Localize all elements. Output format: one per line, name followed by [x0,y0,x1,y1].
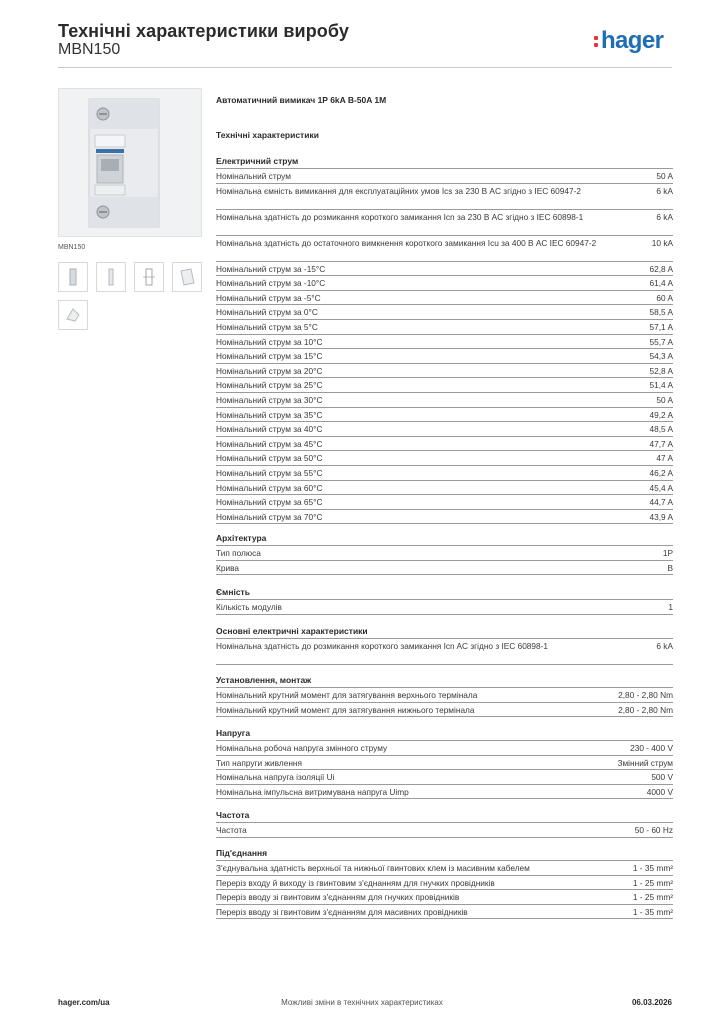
spec-value: Змінний струм [617,757,673,768]
front-view-icon[interactable] [58,262,88,292]
section-title: Електричний струм [216,156,673,169]
spec-section [216,810,673,838]
spec-value: B [667,562,673,573]
spec-label: Номінальна імпульсна витримувана напруга Uimp [216,786,409,797]
spec-row [216,364,673,379]
spec-value: 1P [662,548,673,558]
spec-label: Номінальний струм за 25°C [216,380,323,391]
spec-row [216,262,673,277]
spec-label: Номінальний струм за 30°C [216,394,323,405]
spec-row [216,169,673,184]
spec-label: Кількість модулів [216,602,282,612]
spec-row [216,546,673,561]
footer-disclaimer: Можливі зміни в технічних характеристиках [281,998,443,1007]
spec-row [216,210,673,236]
spec-value: 6 kA [656,211,673,222]
spec-label: Номінальний струм за 10°C [216,336,323,347]
spec-row [216,785,673,800]
logo-text: hager [601,27,664,54]
section-title: Ємність [216,587,673,600]
spec-row [216,703,673,718]
spec-section [216,533,673,575]
spec-value: 49,2 A [649,409,673,420]
spec-label: Тип напруги живлення [216,757,302,768]
spec-value: 57,1 A [649,321,673,332]
spec-row [216,408,673,423]
section-title: Під'єднання [216,848,673,861]
spec-row [216,437,673,452]
spec-value: 46,2 A [649,467,673,478]
spec-value: 45,4 A [649,482,673,493]
spec-label: Номінальний струм за 65°C [216,497,323,508]
spec-section [216,728,673,799]
spec-row [216,741,673,756]
spec-row [216,905,673,920]
spec-row [216,393,673,408]
circuit-breaker-photo [58,88,202,237]
spec-value: 2,80 - 2,80 Nm [618,704,673,715]
spec-heading-block [216,95,673,140]
spec-row [216,184,673,210]
spec-value: 47 A [656,453,673,464]
dimension-drawing-icon[interactable] [134,262,164,292]
spec-value: 55,7 A [649,336,673,347]
spec-label: Номінальний струм за -10°C [216,278,326,289]
spec-label: Номінальний струм за 0°C [216,307,318,318]
spec-row [216,422,673,437]
spec-label: Переріз вводу зі гвинтовим з'єднанням для гнучких провідників [216,892,460,903]
spec-row [216,600,673,615]
section-title: Основні електричні характеристики [216,626,673,639]
spec-label: Номінальний крутний момент для затягування верхнього термінала [216,690,478,700]
spec-row [216,291,673,306]
spec-row [216,481,673,496]
spec-value: 43,9 A [649,511,673,522]
spec-value: 58,5 A [649,307,673,318]
spec-value: 52,8 A [649,365,673,376]
spec-row [216,349,673,364]
section-title: Архітектура [216,533,673,546]
spec-row [216,770,673,785]
spec-row [216,756,673,771]
spec-row [216,320,673,335]
spec-label: З'єднувальна здатність верхньої та нижньої гвинтових клем із масивним кабелем [216,863,530,873]
circuit-breaker-illustration [59,89,201,236]
section-title: Установлення, монтаж [216,675,673,688]
spec-value: 1 - 35 mm² [632,906,673,917]
spec-label: Номінальний струм за -5°C [216,292,321,303]
spec-value: 48,5 A [649,424,673,435]
product-image-caption: MBN150 [58,244,86,251]
spec-value: 62,8 A [649,263,673,274]
spec-row [216,305,673,320]
spec-value: 6 kA [656,641,673,651]
spec-label: Крива [216,562,240,573]
terminal-view-icon[interactable] [58,300,88,330]
side-view-icon[interactable] [96,262,126,292]
page-title: Технічні характеристики виробу [58,21,349,41]
spec-label: Номінальний струм за 5°C [216,321,318,332]
spec-row [216,236,673,262]
spec-row [216,876,673,891]
spec-label: Номінальний струм за 70°C [216,511,323,522]
spec-value: 4000 V [646,786,673,797]
spec-row [216,466,673,481]
header-divider [58,67,672,68]
spec-value: 61,4 A [649,278,673,289]
spec-value: 44,7 A [649,497,673,508]
spec-row [216,495,673,510]
spec-value: 54,3 A [649,351,673,362]
perspective-icon[interactable] [172,262,202,292]
spec-label: Номінальний струм за 15°C [216,351,323,362]
spec-row [216,451,673,466]
spec-row [216,688,673,703]
spec-label: Номінальний струм за 20°C [216,365,323,376]
spec-label: Номінальний струм за 60°C [216,482,323,493]
spec-section [216,848,673,919]
spec-value: 6 kA [656,185,673,196]
product-description: Автоматичний вимикач 1P 6kA B-50A 1M [216,95,387,105]
spec-heading: Технічні характеристики [216,130,319,140]
spec-value: 60 A [656,292,673,303]
spec-label: Номінальна здатність до розмикання короткого замикання Icn AC згідно з IEC 60898-1 [216,641,549,651]
spec-value: 50 A [656,394,673,405]
spec-value: 230 - 400 V [630,743,673,753]
spec-label: Номінальний струм за -15°C [216,263,326,274]
spec-label: Тип полюса [216,548,261,558]
spec-value: 1 - 25 mm² [632,877,673,888]
spec-value: 500 V [651,772,673,783]
spec-row [216,639,673,665]
spec-section [216,156,673,524]
spec-label: Частота [216,825,247,835]
spec-label: Переріз входу й виходу із гвинтовим з'єднанням для гнучких провідників [216,877,495,888]
spec-section [216,626,673,665]
spec-section [216,675,673,717]
hager-logo [594,27,663,55]
spec-label: Номінальний струм за 50°C [216,453,323,464]
spec-value: 51,4 A [649,380,673,391]
footer-website[interactable]: hager.com/ua [58,998,110,1007]
spec-label: Номінальна ємність вимикання для експлуатаційних умов Ics за 230 В AC згідно з IEC 60947-2 [216,185,581,196]
spec-label: Номінальний струм за 35°C [216,409,323,420]
spec-value: 47,7 A [649,438,673,449]
spec-row [216,335,673,350]
spec-label: Номінальна робоча напруга змінного струму [216,743,388,753]
spec-value: 10 kA [651,237,673,248]
spec-value: 50 - 60 Hz [634,825,673,835]
spec-label: Номінальний струм [216,171,291,181]
logo-dots-icon [594,32,599,48]
spec-label: Номінальний струм за 55°C [216,467,323,478]
spec-label: Переріз вводу зі гвинтовим з'єднанням для масивних провідників [216,906,468,917]
spec-row [216,378,673,393]
spec-row [216,823,673,838]
spec-row [216,890,673,905]
product-reference: MBN150 [58,41,121,58]
spec-label: Номінальна здатність до розмикання короткого замикання Icn за 230 В AC згідно з IEC 60898-1 [216,211,584,222]
footer-date: 06.03.2026 [631,998,672,1007]
spec-label: Номінальний струм за 40°C [216,424,323,435]
spec-label: Номінальний крутний момент для затягування нижнього термінала [216,704,475,715]
spec-value: 2,80 - 2,80 Nm [618,690,673,700]
section-title: Частота [216,810,673,823]
spec-value: 1 [668,602,673,612]
spec-row [216,276,673,291]
spec-value: 1 - 35 mm² [632,863,673,873]
spec-row [216,510,673,525]
spec-section [216,587,673,615]
spec-label: Номінальна здатність до остаточного вимкнення короткого замикання Icu за 400 В AC IEC 60947-2 [216,237,597,248]
spec-label: Номінальний струм за 45°C [216,438,323,449]
spec-row [216,861,673,876]
spec-label: Номінальна напруга ізоляції Ui [216,772,335,783]
spec-value: 1 - 25 mm² [632,892,673,903]
spec-row [216,561,673,576]
spec-value: 50 A [656,171,673,181]
section-title: Напруга [216,728,673,741]
